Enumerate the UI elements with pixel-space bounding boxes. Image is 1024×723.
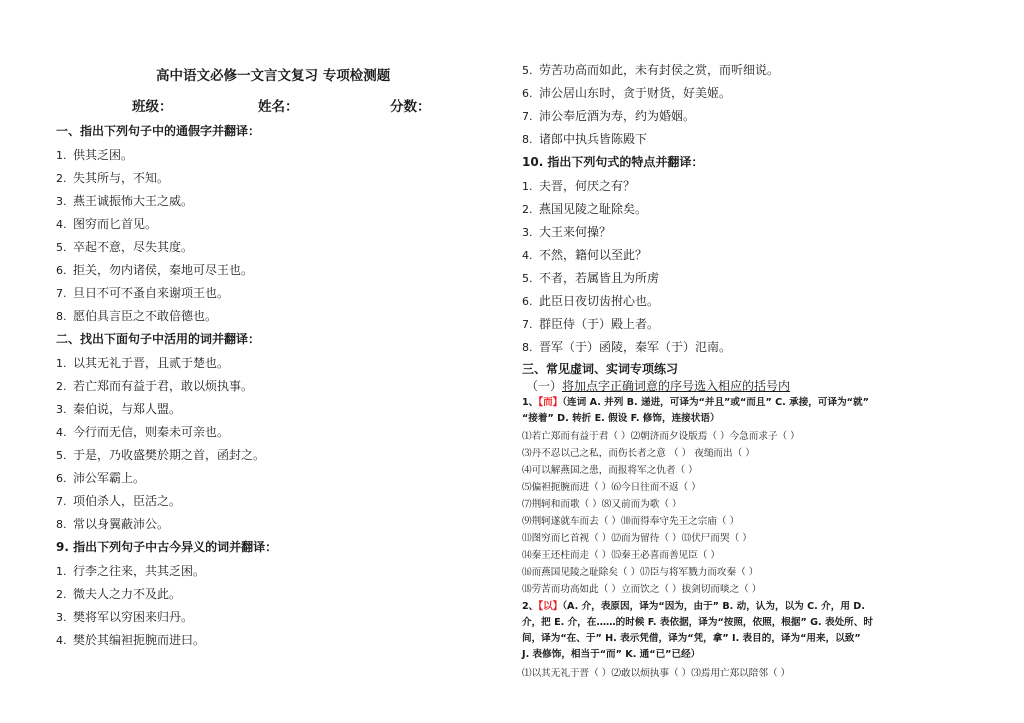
yi-definition-line: 介，把 E. 介，在……的时候 F. 表依据，译为“按照，依照，根据” G. 表处所、时 [522, 617, 873, 628]
section-1-heading: 一、指出下列句子中的通假字并翻译： [56, 124, 261, 138]
er-definition-line: 1、【而】（连词 A. 并列 B. 递进，可译为“并且”或“而且” C. 承接，可译为“就” [522, 397, 869, 408]
list-item: 4. 今行而无信，则秦未可亲也。 [56, 425, 230, 439]
list-item: 2. 微夫人之力不及此。 [56, 587, 182, 601]
list-item: 6. 拒关，勿内诸侯，秦地可尽王也。 [56, 263, 254, 277]
exercise-line: ⑴若亡郑而有益于君（ ）⑵朝济而夕设版焉（ ）今急而求子（ ） [522, 431, 800, 442]
yi-definition-line: 2、【以】（A. 介，表原因，译为“因为，由于” B. 动，认为，以为 C. 介，用 D. [522, 601, 865, 612]
exercise-line: ⑴以其无礼于晋（ ）⑵敢以烦执事（ ）⑶焉用亡郑以陪邻（ ） [522, 668, 791, 679]
list-item: 7. 群臣侍（于）殿上者。 [522, 317, 660, 331]
exercise-line: ⒁秦王还柱而走（ ）⒂秦王必喜而善见臣（ ） [522, 550, 720, 561]
list-item: 6. 此臣日夜切齿拊心也。 [522, 294, 660, 308]
exercise-line: ⑶丹不忍以己之私，而伤长者之意 （ ） 夜缒而出（ ） [522, 448, 755, 459]
list-item: 4. 不然，籍何以至此？ [522, 248, 648, 262]
list-item: 6. 沛公居山东时，贪于财货，好美姬。 [522, 86, 732, 100]
name-label: 姓名： [258, 99, 299, 115]
list-item: 3. 大王来何操？ [522, 225, 612, 239]
list-item: 5. 于是，乃收盛樊於期之首，函封之。 [56, 448, 266, 462]
list-item: 8. 愿伯具言臣之不敢倍德也。 [56, 309, 218, 323]
exercise-line: ⒃而燕国见陵之耻除矣（ ）⒄臣与将军戮力而攻秦（ ） [522, 567, 759, 578]
list-item: 3. 秦伯说，与郑人盟。 [56, 402, 182, 416]
list-item: 8. 晋军（于）函陵，秦军（于）氾南。 [522, 340, 732, 354]
exercise-line: ⑸偏袒扼腕而进（ ）⑹今日往而不返（ ） [522, 482, 701, 493]
list-item: 1. 供其乏困。 [56, 148, 134, 162]
exercise-line: ⒅劳苦而功高如此（ ）立而饮之（ ）拔剑切而啖之（ ） [522, 584, 762, 595]
exercise-line: ⑺荆轲和而歌（ ）⑻又前而为歌（ ） [522, 499, 682, 510]
list-item: 7. 旦日不可不蚤自来谢项王也。 [56, 286, 230, 300]
list-item: 5. 劳苦功高而如此，未有封侯之赏，而听细说。 [522, 63, 780, 77]
section-3-heading: 三、常见虚词、实词专项练习 [522, 362, 679, 376]
list-item: 7. 项伯杀人，臣活之。 [56, 494, 182, 508]
list-item: 1. 以其无礼于晋，且贰于楚也。 [56, 356, 230, 370]
list-item: 1. 行李之往来，共其乏困。 [56, 564, 206, 578]
list-item: 2. 若亡郑而有益于君，敢以烦执事。 [56, 379, 254, 393]
section-10-heading: 10. 指出下列句式的特点并翻译： [522, 155, 704, 169]
list-item: 3. 樊将军以穷困来归丹。 [56, 610, 194, 624]
list-item: 8. 常以身翼蔽沛公。 [56, 517, 170, 531]
class-label: 班级： [132, 99, 173, 115]
section-2-heading: 二、找出下面句子中活用的词并翻译： [56, 332, 261, 346]
list-item: 2. 失其所与，不知。 [56, 171, 170, 185]
list-item: 5. 卒起不意，尽失其度。 [56, 240, 194, 254]
yi-definition-line: 间，译为“在、于” H. 表示凭借，译为“凭，拿” I. 表目的，译为“用来，以致” [522, 633, 861, 644]
subsection-heading: （一）将加点字正确词意的序号选入相应的括号内 [526, 379, 791, 393]
score-label: 分数： [390, 99, 431, 115]
list-item: 4. 樊於其编袒扼腕而进曰。 [56, 633, 206, 647]
exercise-line: ⑾图穷而匕首视（ ）⑿而为留待（ ）⒀伏尸而哭（ ） [522, 533, 752, 544]
page-title: 高中语文必修一文言文复习 专项检测题 [156, 68, 391, 84]
list-item: 6. 沛公军霸上。 [56, 471, 146, 485]
er-definition-line: “接着” D. 转折 E. 假设 F. 修饰，连接状语） [522, 413, 720, 424]
exercise-line: ⑷可以解燕国之患，而报将军之仇者（ ） [522, 465, 698, 476]
exercise-line: ⑼荆轲遂就车而去（ ）⑽而得奉守先王之宗庙（ ） [522, 516, 740, 527]
list-item: 2. 燕国见陵之耻除矣。 [522, 202, 648, 216]
list-item: 3. 燕王诚振怖大王之威。 [56, 194, 194, 208]
list-item: 8. 诸郎中执兵皆陈殿下 [522, 132, 648, 146]
section-9-heading: 9. 指出下列句子中古今异义的词并翻译： [56, 540, 278, 554]
list-item: 4. 图穷而匕首见。 [56, 217, 158, 231]
list-item: 1. 夫晋，何厌之有？ [522, 179, 636, 193]
list-item: 5. 不者，若属皆且为所虏 [522, 271, 660, 285]
yi-definition-line: J. 表修饰，相当于“而” K. 通“已”已经） [522, 649, 701, 660]
list-item: 7. 沛公奉卮酒为寿，约为婚姻。 [522, 109, 696, 123]
